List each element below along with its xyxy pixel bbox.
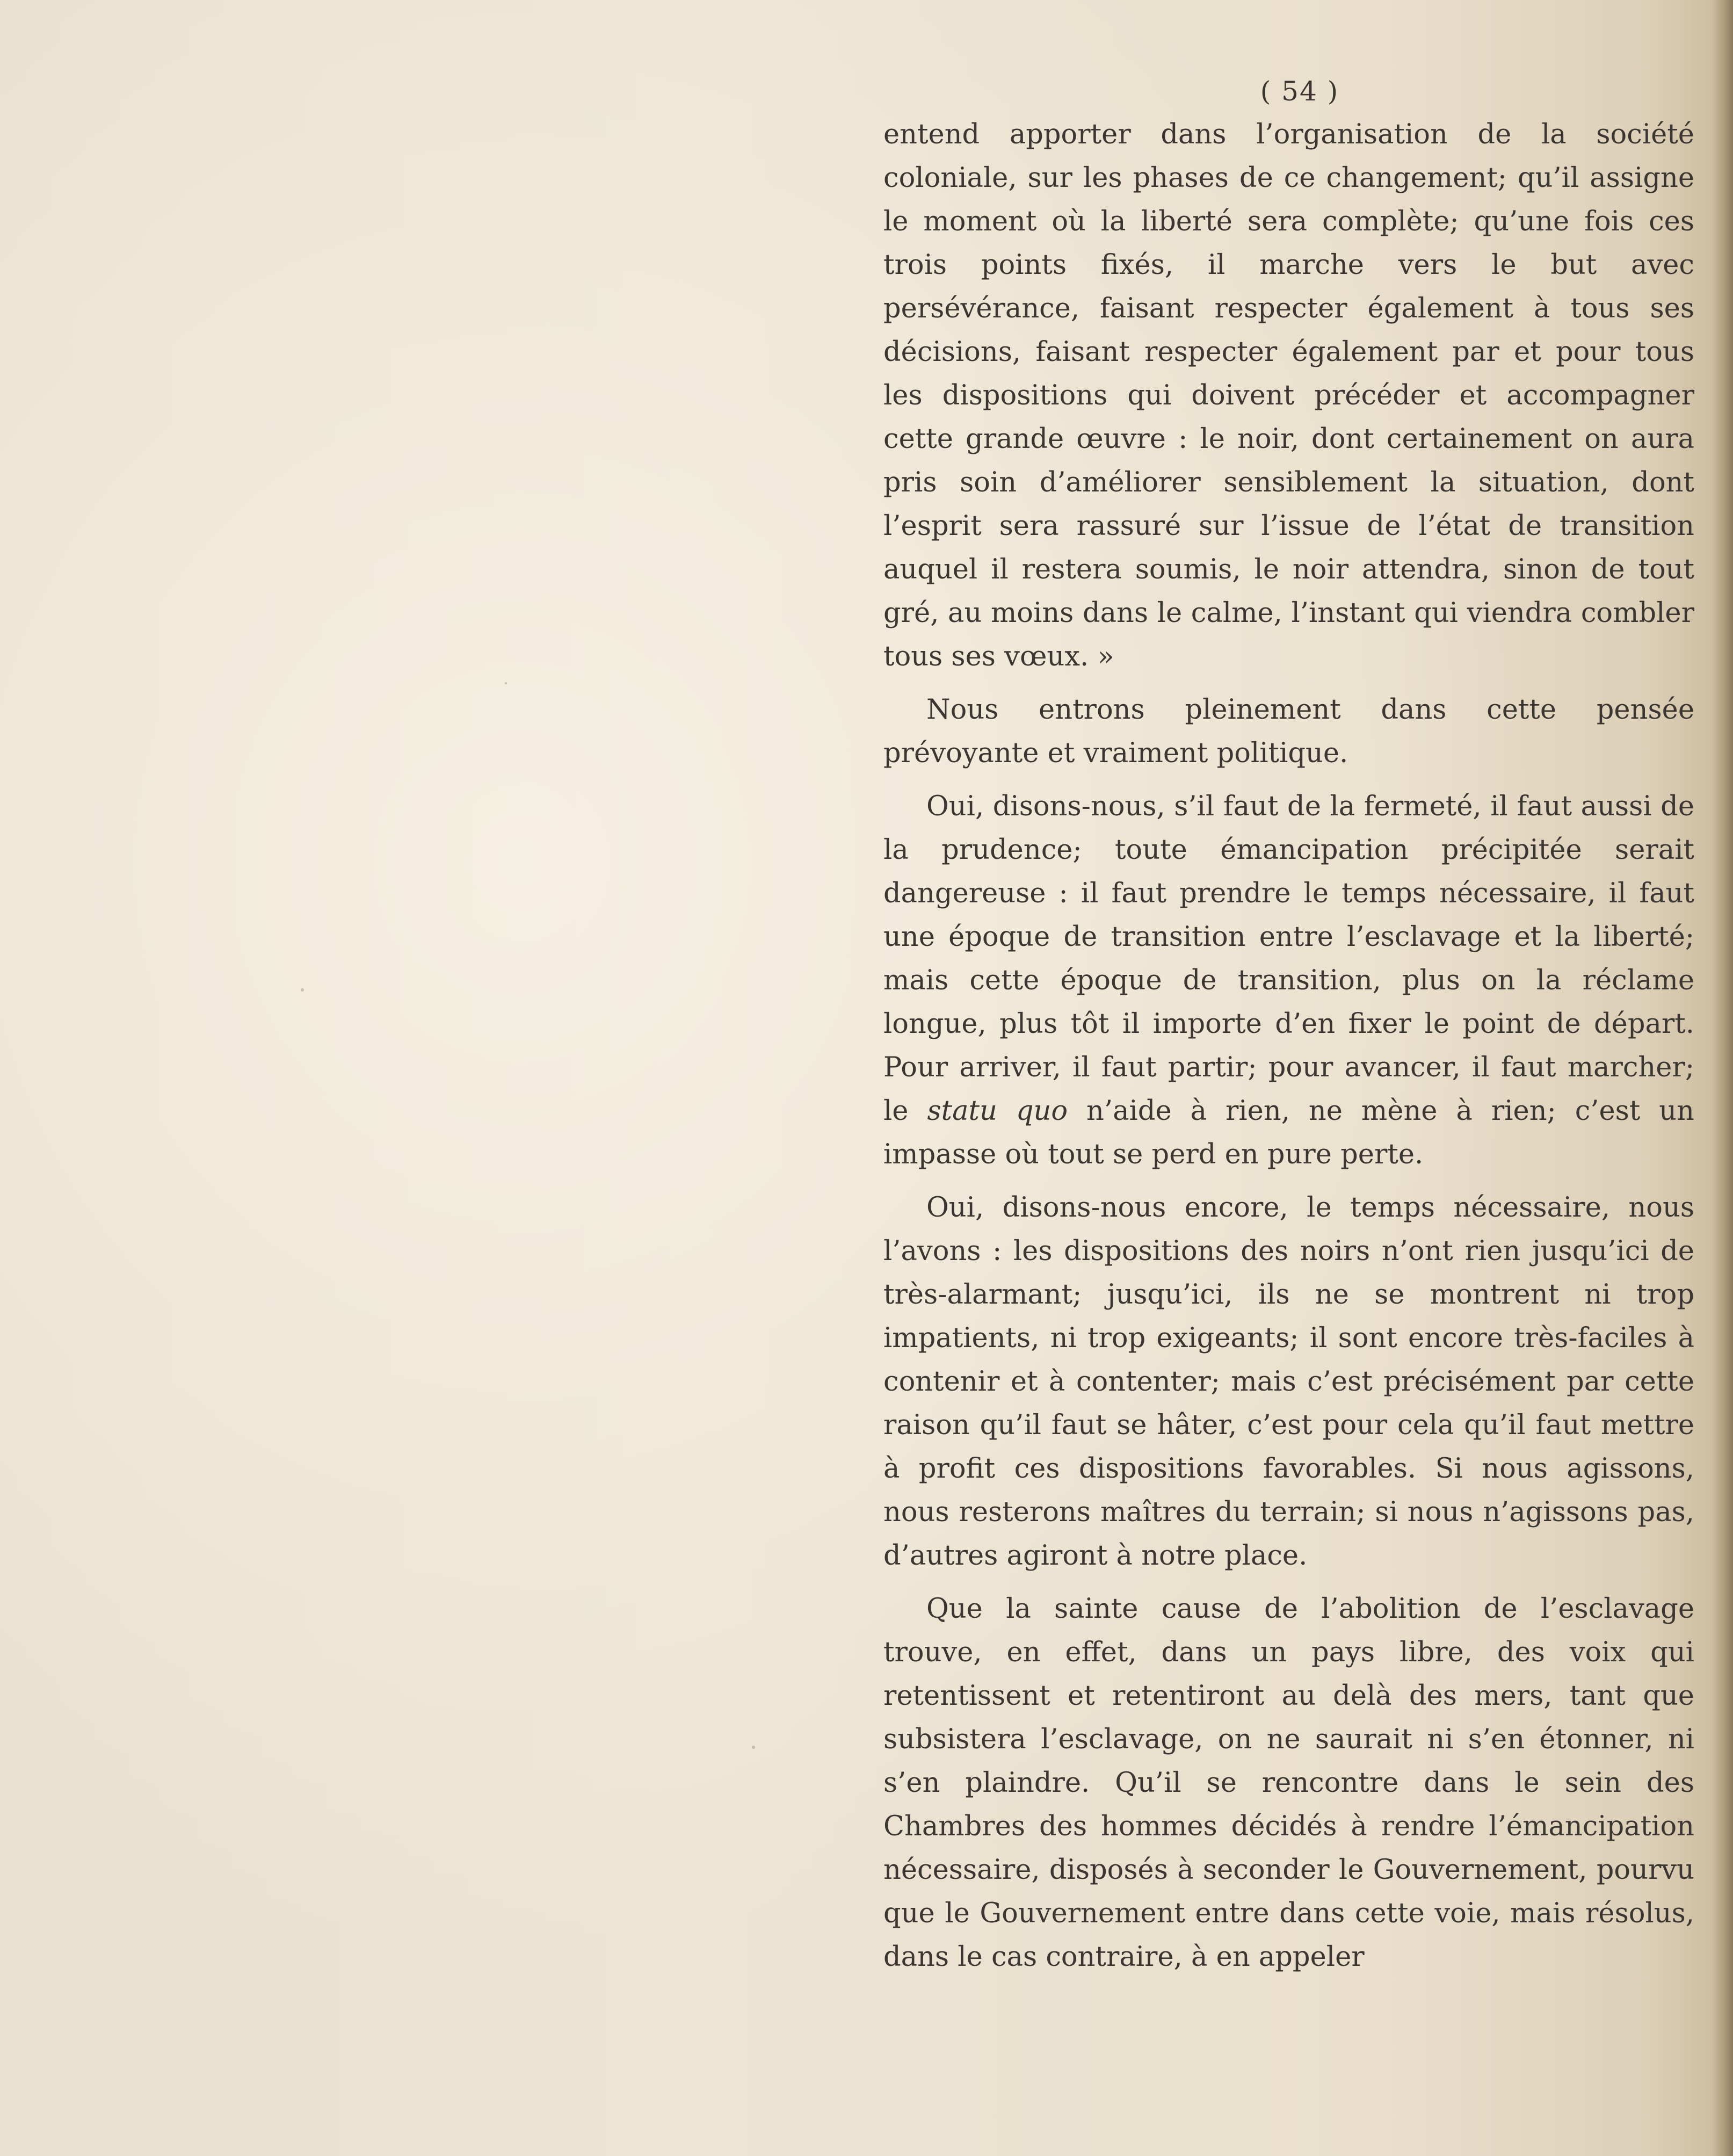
paragraph: Nous entrons pleinement dans cette pensée prévoyante et vraiment politique.: [883, 694, 1694, 769]
page-edge-shadow: [1712, 0, 1733, 2156]
italic-phrase: statu quo: [927, 1095, 1068, 1127]
paper-speck: [752, 1746, 755, 1749]
paragraph: Oui, disons-nous encore, le temps nécessaire, nous l’avons : les dispositions des noirs n’ont rien jusqu’ici de très-alarmant; jusqu’ici, ils ne se montrent ni trop impatients, ni trop exigeants; il sont encore très-faciles à contenir et à contenter; mais c’est précisément par cette raison qu’il faut se hâter, c’est pour cela qu’il faut mettre à profit ces dispositions favorables. Si nous agissons, nous resterons maîtres du terrain; si nous n’agissons pas, d’autres agiront à notre place.: [883, 1192, 1694, 1572]
paragraph-statu-quo: [883, 785, 1694, 1176]
page-number: ( 54 ): [1260, 76, 1339, 107]
paper-speck: [301, 988, 304, 992]
paragraph-text: Oui, disons-nous, s’il faut de la fermeté, il faut aussi de la prudence; toute émancipation précipitée serait dangereuse : il faut prendre le temps nécessaire, il faut une époque de transition entre l’esclavage et la liberté; mais cette époque de transition, plus on la réclame longue, plus tôt il importe d’en fixer le point de départ. Pour arriver, il faut partir; pour avancer, il faut marcher; le: [883, 791, 1694, 1127]
paragraph-continuation: entend apporter dans l’organisation de la société coloniale, sur les phases de ce changement; qu’il assigne le moment où la liberté sera complète; qu’une fois ces trois points fixés, il marche vers le but avec persévérance, faisant respecter également à tous ses décisions, faisant respecter également par et pour tous les dispositions qui doivent précéder et accompagner cette grande œuvre : le noir, dont certainement on aura pris soin d’améliorer sensiblement la situation, dont l’esprit sera rassuré sur l’issue de l’état de transition auquel il restera soumis, le noir attendra, sinon de tout gré, au moins dans le calme, l’instant qui viendra combler tous ses vœux. »: [883, 119, 1694, 672]
page-text: [883, 70, 1694, 1973]
paragraph-text: n’aide à rien, ne mène à rien; c’est un impasse où tout se perd en pure perte.: [883, 1095, 1694, 1170]
paragraph: Que la sainte cause de l’abolition de l’esclavage trouve, en effet, dans un pays libre, des voix qui retentissent et retentiront au delà des mers, tant que subsistera l’esclavage, on ne saurait ni s’en étonner, ni s’en plaindre. Qu’il se rencontre dans le sein des Chambres des hommes décidés à rendre l’émancipation nécessaire, disposés à seconder le Gouvernement, pourvu que le Gouvernement entre dans cette voie, mais résolus, dans le cas contraire, à en appeler: [883, 1593, 1694, 1973]
paper-speck: [505, 682, 507, 684]
